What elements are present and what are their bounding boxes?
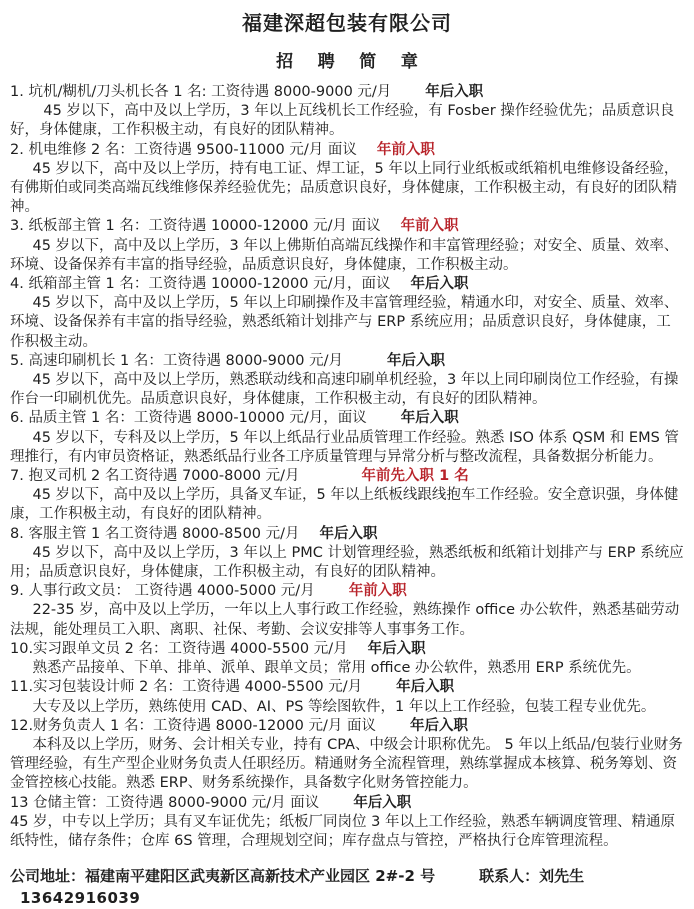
job-item-9 — [10, 582, 684, 640]
job-item-5 — [10, 352, 684, 410]
contact-phone-number: 13642916039 — [20, 889, 141, 908]
job-item-11 — [10, 678, 684, 716]
job-timing-label: 年前入职 — [376, 141, 435, 158]
company-address: 福建南平建阳区武夷新区高新技术产业园区 2#-2 号 — [85, 867, 436, 886]
job-title-wage: 13 仓储主管：工资待遇 8000-9000 元/月 面议 — [10, 794, 320, 811]
job-timing-label: 年后入职 — [410, 276, 469, 293]
job-heading — [10, 217, 684, 236]
job-heading — [10, 409, 684, 428]
job-heading — [10, 640, 684, 659]
job-item-12 — [10, 717, 684, 794]
job-timing-label: 年后入职 — [396, 679, 455, 696]
job-item-2 — [10, 141, 684, 218]
job-title-wage: 4. 纸箱部主管 1 名：工资待遇 10000-12000 元/月，面议 — [10, 276, 391, 293]
job-title-wage: 11.实习包装设计师 2 名：工资待遇 4000-5500 元/月 — [10, 679, 363, 696]
job-timing-label: 年后入职 — [425, 84, 484, 100]
job-item-7 — [10, 467, 684, 525]
job-timing-label: 年后入职 — [367, 640, 426, 657]
job-timing-label: 年后入职 — [353, 794, 412, 811]
job-description: 熟悉产品接单、下单、排单、派单、跟单文员；常用 office 办公软件，熟悉用 ERP 系统优先。 — [32, 660, 641, 677]
job-description: 45 岁，中专以上学历；具有叉车证优先；纸板厂同岗位 3 年以上工作经验，熟悉车辆调度管理、精通原纸特性，储存条件；仓库 6S 管理，合理规划空间；库存盘点与管控，严格执行仓库管理流程。 — [10, 813, 675, 849]
job-item-8 — [10, 525, 684, 583]
job-heading — [10, 525, 684, 544]
job-title-wage: 7. 抱叉司机 2 名工资待遇 7000-8000 元/月 — [10, 468, 300, 485]
job-description: 45 岁以下，专科及以上学历，5 年以上纸品行业品质管理工作经验。熟悉 ISO 体系 QSM 和 EMS 管理推行，有内审员资格证，熟悉纸品行业各工序质量管理与异常分析与整改流程，具备数据分析能力。 — [10, 429, 679, 465]
job-title-wage: 8. 客服主管 1 名工资待遇 8000-8500 元/月 — [10, 525, 300, 542]
job-heading — [10, 582, 684, 601]
job-timing-label: 年后入职 — [319, 525, 378, 542]
job-title-wage: 9. 人事行政文员： 工资待遇 4000-5000 元/月 — [10, 583, 315, 600]
job-heading — [10, 141, 684, 160]
job-title-wage: 3. 纸板部主管 1 名：工资待遇 10000-12000 元/月 面议 — [10, 218, 381, 235]
job-description: 大专及以上学历，熟练使用 CAD、AI、PS 等绘图软件，1 年以上工作经验，包装工程专业优先。 — [32, 698, 656, 715]
job-timing-label: 年前先入职 1 名 — [361, 468, 469, 485]
job-title-wage: 10.实习跟单文员 2 名：工资待遇 4000-5500 元/月 — [10, 640, 348, 657]
contact-person-name: 刘先生 — [539, 867, 585, 886]
job-heading — [10, 678, 684, 697]
company-address-label: 公司地址： — [10, 867, 86, 886]
job-item-4 — [10, 275, 684, 352]
job-title-wage: 1. 坑机/糊机/刀头机长各 1 名: 工资待遇 8000-9000 元/月 — [10, 84, 392, 100]
job-item-1 — [10, 83, 684, 141]
job-item-6 — [10, 409, 684, 467]
job-description: 45 岁以下，高中及以上学历，3 年以上 PMC 计划管理经验，熟悉纸板和纸箱计划排产与 ERP 系统应用；品质意识良好，身体健康，工作积极主动，有良好的团队精神。 — [10, 544, 684, 581]
company-title: 福建深超包装有限公司 — [242, 11, 452, 35]
job-item-13 — [10, 794, 684, 852]
job-item-3 — [10, 217, 684, 275]
job-title-wage: 5. 高速印刷机长 1 名：工资待遇 8000-9000 元/月 — [10, 352, 344, 369]
job-timing-label: 年后入职 — [387, 352, 446, 369]
job-description: 45 岁以下，高中及以上学历，3 年以上佛斯伯高端瓦线操作和丰富管理经验；对安全、质量、效率、环境、设备保养有丰富的指导经验，品质意识良好，身体健康，工作积极主动。 — [10, 237, 679, 273]
job-timing-label: 年后入职 — [400, 410, 459, 427]
job-heading — [10, 794, 684, 813]
job-heading — [10, 275, 684, 294]
job-description: 45 岁以下，高中及以上学历，5 年以上印刷操作及丰富管理经验，精通水印，对安全、质量、效率、环境、设备保养有丰富的指导经验，熟悉纸箱计划排产与 ERP 系统应用；品质意识良好，身体健康，工作积极主动。 — [10, 295, 679, 350]
job-timing-label: 年前入职 — [400, 218, 459, 235]
job-heading — [10, 467, 684, 486]
job-timing-label: 年前入职 — [348, 583, 407, 600]
contact-person-label: 联系人： — [479, 867, 540, 886]
job-heading — [10, 717, 684, 736]
job-title-wage: 2. 机电维修 2 名：工资待遇 9500-11000 元/月 面议 — [10, 141, 357, 158]
job-item-10 — [10, 640, 684, 678]
job-description: 45 岁以下，高中及以上学历，熟悉联动线和高速印刷单机经验，3 年以上同印刷岗位工作经验，有操作台一印刷机优先。品质意识良好，身体健康，工作积极主动，有良好的团队精神。 — [10, 372, 679, 408]
job-description: 45 岁以下，高中及以上学历，3 年以上瓦线机长工作经验，有 Fosber 操作经验优先；品质意识良好，身体健康，工作积极主动，有良好的团队精神。 — [10, 103, 675, 139]
job-heading — [10, 83, 684, 102]
job-title-wage: 6. 品质主管 1 名：工资待遇 8000-10000 元/月，面议 — [10, 410, 367, 427]
footer-contact-line — [10, 865, 684, 909]
document-title: 招 聘 简 章 — [276, 52, 428, 72]
job-description: 45 岁以下，高中及以上学历，具备叉车证，5 年以上纸板线跟线抱车工作经验。安全意识强，身体健康，工作积极主动，有良好的团队精神。 — [10, 487, 679, 523]
job-timing-label: 年后入职 — [409, 717, 468, 734]
job-heading — [10, 352, 684, 371]
job-description: 本科及以上学历，财务、会计相关专业，持有 CPA、中级会计职称优先。 5 年以上纸品/包装行业财务管理经验，有生产型企业财务负责人任职经历。精通财务全流程管理，熟练掌握成本核算、税务筹划、资金管控核心技能。熟悉 ERP、财务系统操作，具备数字化财务管控能力。 — [10, 736, 683, 792]
job-title-wage: 12.财务负责人 1 名：工资待遇 8000-12000 元/月 面议 — [10, 717, 376, 734]
job-description: 45 岁以下，高中及以上学历，持有电工证、焊工证，5 年以上同行业纸板或纸箱机电维修设备经验，有佛斯伯或同类高端瓦线维修保养经验优先；品质意识良好，身体健康，工作积极主动，有良好的团队精神。 — [10, 160, 679, 216]
job-description: 22-35 岁，高中及以上学历，一年以上人事行政工作经验，熟练操作 office 办公软件，熟悉基础劳动法规，能处理员工入职、离职、社保、考勤、会议安排等人事事务工作。 — [10, 602, 680, 638]
